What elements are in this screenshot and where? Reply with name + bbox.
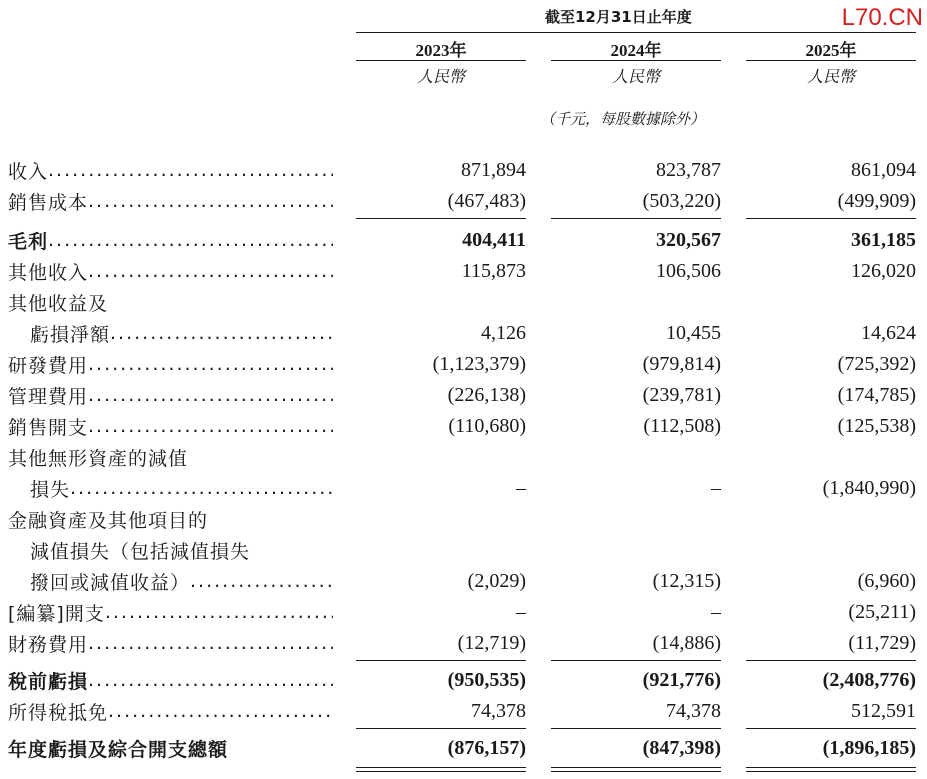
value-cell: 74,378 (666, 700, 721, 722)
currency-2025: 人民幣 (806, 67, 855, 86)
value-cell: (979,814) (642, 353, 721, 375)
value-cell: – (711, 601, 721, 623)
value-cell: 14,624 (861, 322, 916, 344)
row-label-loss-before-tax: 稅前虧損 ..... (8, 666, 333, 694)
total-double-rule (551, 771, 721, 772)
value-cell: (110,680) (448, 415, 526, 437)
row-label-cost-of-sales: 銷售成本 ..... (8, 187, 333, 215)
subtotal-rule (551, 660, 721, 661)
row-label-gross-profit: 毛利 ..... (8, 226, 333, 254)
subtotal-rule (551, 218, 721, 219)
value-cell: (226,138) (447, 384, 526, 406)
value-cell: (25,211) (848, 601, 916, 623)
watermark: L70.CN (841, 4, 923, 31)
subtotal-rule (551, 728, 721, 729)
year-2023: 2023年 (415, 41, 467, 60)
value-cell: 404,411 (462, 229, 526, 251)
currency-2023: 人民幣 (416, 67, 465, 86)
value-cell: (2,408,776) (822, 669, 916, 691)
value-cell: 871,894 (461, 159, 526, 181)
value-cell: 106,506 (656, 260, 721, 282)
value-cell: (847,398) (642, 737, 721, 759)
value-cell: 512,591 (851, 700, 916, 722)
row-label-financial-impairment-line1: 金融資產及其他項目的 (8, 509, 209, 532)
year-2024: 2024年 (610, 41, 662, 60)
subtotal-rule (746, 728, 916, 729)
currency-2024: 人民幣 (611, 67, 660, 86)
value-cell: 361,185 (851, 229, 916, 251)
value-cell: 320,567 (656, 229, 721, 251)
total-double-rule (356, 767, 526, 768)
subtotal-rule (356, 660, 526, 661)
value-cell: (503,220) (642, 190, 721, 212)
value-cell: (112,508) (643, 415, 721, 437)
value-cell: (499,909) (837, 190, 916, 212)
value-cell: (467,483) (447, 190, 526, 212)
value-cell: (239,781) (642, 384, 721, 406)
total-double-rule (356, 771, 526, 772)
value-cell: 823,787 (656, 159, 721, 181)
value-cell: 126,020 (851, 260, 916, 282)
row-label-financial-impairment-line2: 減值損失（包括減值損失 (30, 540, 251, 563)
row-label-other-gains-line1: 其他收益及 (8, 292, 109, 315)
value-cell: (12,315) (652, 570, 721, 592)
value-cell: 115,873 (461, 260, 526, 282)
value-cell: 10,455 (666, 322, 721, 344)
value-cell: (1,896,185) (822, 737, 916, 759)
subtotal-rule (746, 218, 916, 219)
period-underline (356, 32, 916, 33)
total-double-rule (551, 767, 721, 768)
year-underline (356, 60, 526, 61)
value-cell: (12,719) (457, 632, 526, 654)
value-cell: (921,776) (642, 669, 721, 691)
unit-note: （千元，每股數據除外） (540, 110, 706, 128)
value-cell: (725,392) (837, 353, 916, 375)
value-cell: (125,538) (837, 415, 916, 437)
row-label-financial-impairment-line3: 撥回或減值收益） ..... (30, 567, 333, 595)
total-double-rule (746, 771, 916, 772)
value-cell: – (516, 477, 526, 499)
value-cell: (14,886) (652, 632, 721, 654)
row-label-total-loss: 年度虧損及綜合開支總額 (8, 738, 229, 761)
subtotal-rule (746, 660, 916, 661)
value-cell: (11,729) (848, 632, 916, 654)
row-label-intangible-impairment-line1: 其他無形資產的減值 (8, 447, 189, 470)
subtotal-rule (356, 728, 526, 729)
row-label-income-tax-credit: 所得稅抵免 ..... (8, 697, 333, 725)
value-cell: (950,535) (447, 669, 526, 691)
row-label-intangible-impairment-line2: 損失 ..... (30, 474, 333, 502)
row-label-revenue: 收入 ..... (8, 156, 333, 184)
row-label-admin-expenses: 管理費用 ..... (8, 381, 333, 409)
value-cell: (6,960) (857, 570, 916, 592)
row-label-other-gains-line2: 虧損淨額 ..... (30, 319, 333, 347)
year-underline (746, 60, 916, 61)
period-header: 截至12月31日止年度 (545, 8, 692, 26)
subtotal-rule (356, 218, 526, 219)
value-cell: 74,378 (471, 700, 526, 722)
year-2025: 2025年 (805, 41, 857, 60)
row-label-rd-expenses: 研發費用 ..... (8, 350, 333, 378)
year-underline (551, 60, 721, 61)
value-cell: (174,785) (837, 384, 916, 406)
value-cell: – (516, 601, 526, 623)
value-cell: (876,157) (447, 737, 526, 759)
total-double-rule (746, 767, 916, 768)
value-cell: (1,840,990) (822, 477, 916, 499)
value-cell: (2,029) (467, 570, 526, 592)
row-label-redacted-expenses: [編纂]開支 ..... (8, 598, 333, 626)
value-cell: 4,126 (481, 322, 526, 344)
value-cell: 861,094 (851, 159, 916, 181)
value-cell: (1,123,379) (432, 353, 526, 375)
value-cell: – (711, 477, 721, 499)
row-label-finance-costs: 財務費用 ..... (8, 629, 333, 657)
row-label-other-income: 其他收入 ..... (8, 257, 333, 285)
row-label-selling-expenses: 銷售開支 ..... (8, 412, 333, 440)
